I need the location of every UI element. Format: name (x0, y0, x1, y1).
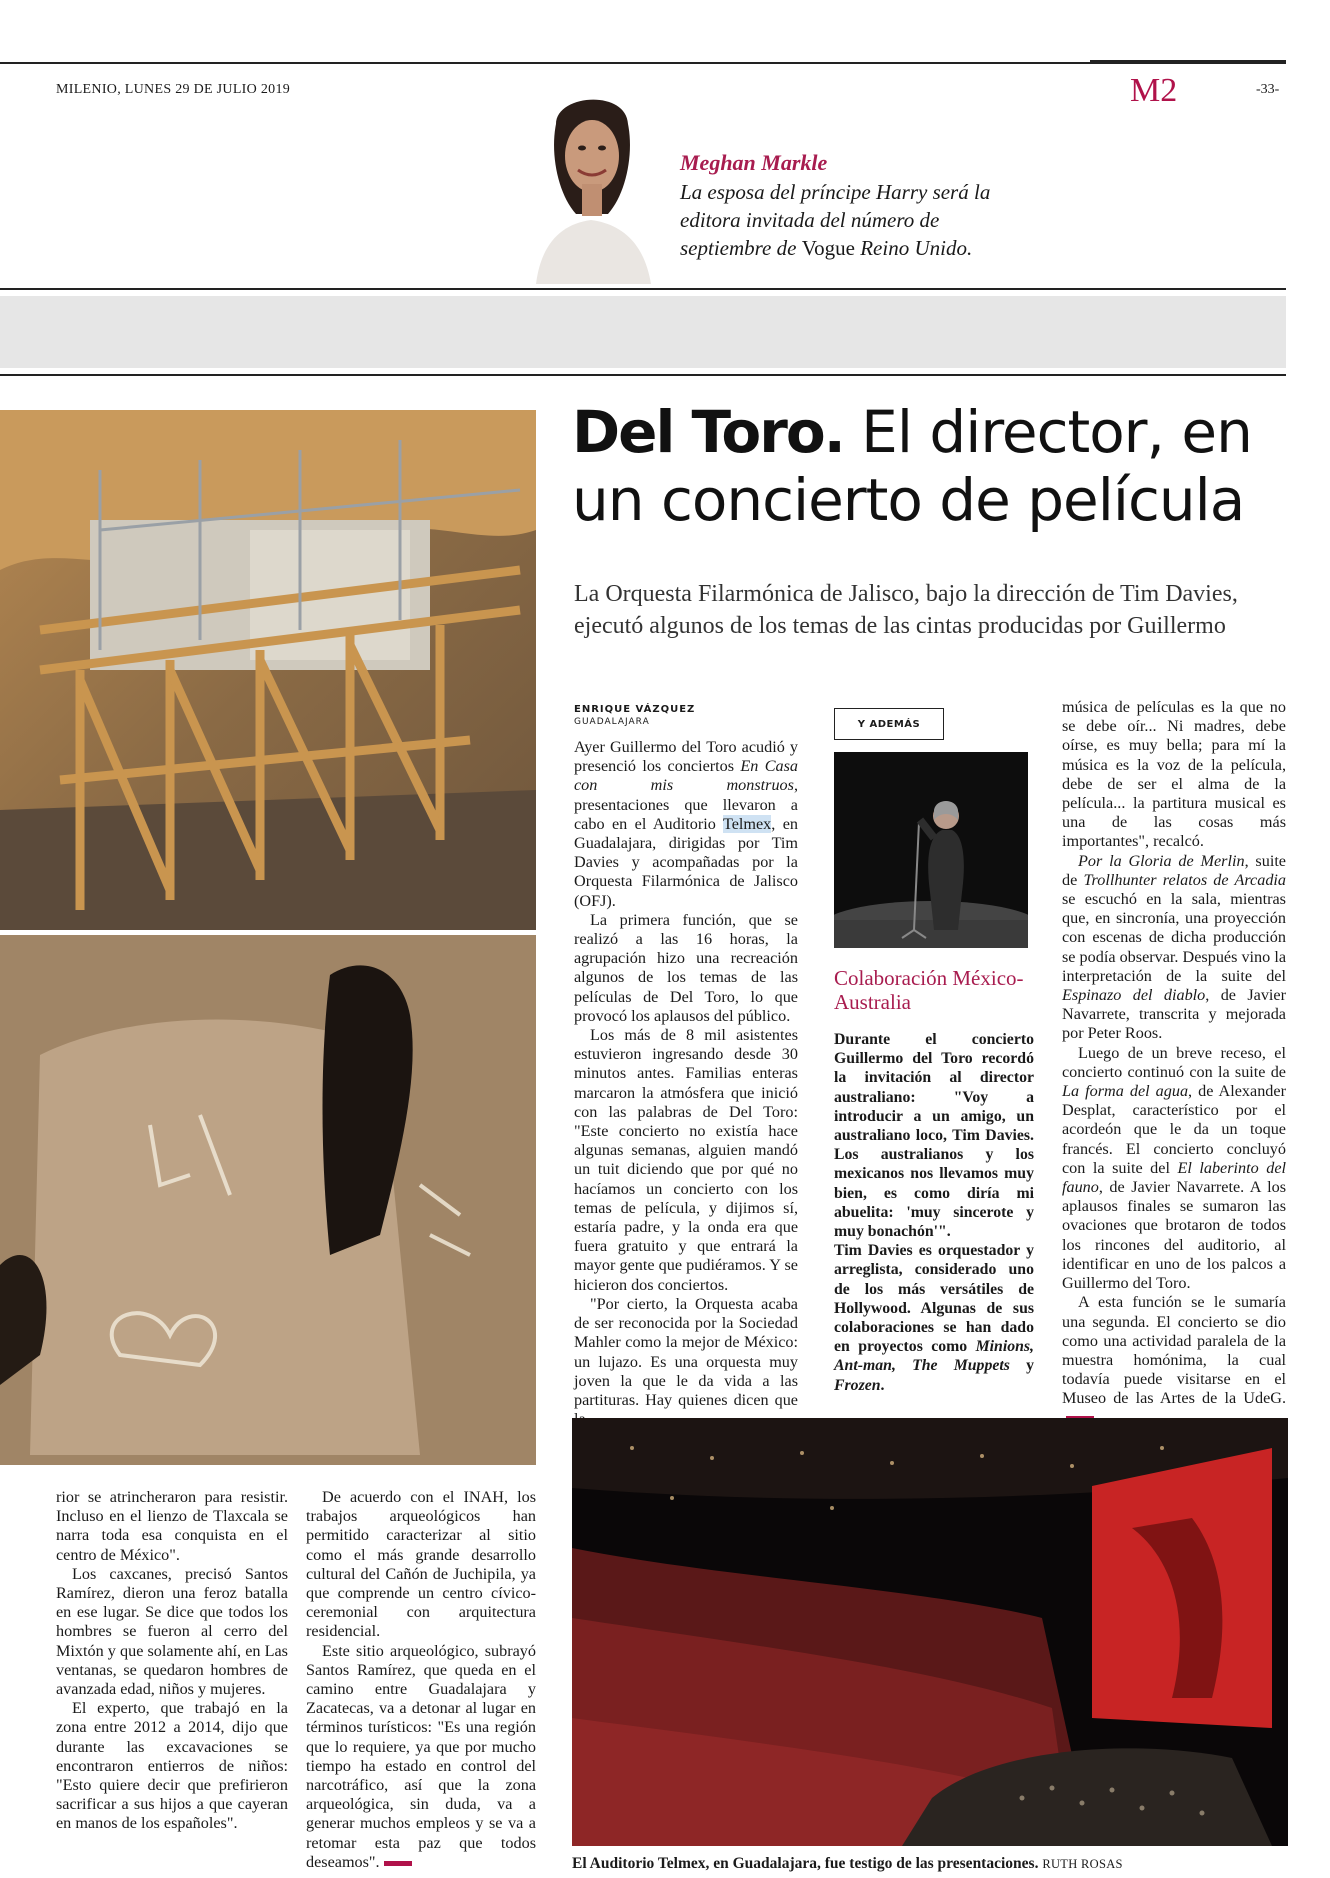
ad-band (0, 296, 1286, 368)
promo-name: Meghan Markle (680, 150, 828, 175)
promo-text: La esposa del príncipe Harry será la editora invitada del número de septiembre de Vogue Reino Unido. (680, 180, 991, 260)
paragraph: Este sitio arqueológico, subrayó Santos Ramírez, que queda en el camino entre Guadalajara y Zacatecas, va a detonar al lugar en términos turísticos: "Es una región que lo requiere, ya que por mucho tiempo ha estado en control del narcotráfico, así que la zona arqueológica, sin duda, va a generar muchos empleos y se va a retomar esta paz que todos deseamos". (306, 1641, 536, 1871)
paragraph: El experto, que trabajó en la zona entre 2012 a 2014, dijo que durante las excavaciones se encontraron entierros de niños: "Esto quiere decir que prefirieron sacrificar a sus hijos a que cayeran en manos de los españoles". (56, 1699, 288, 1833)
sidebar-paragraph: Tim Davies es orquestador y arreglista, considerado uno de los más versátiles de Hollywood. Algunas de sus colaboraciones se han dado en proyectos como Minions, Ant-man, The Muppets y Frozen. (834, 1242, 1034, 1394)
auditorium-photo (572, 1418, 1288, 1846)
paragraph: "Por cierto, la Orquesta acaba de ser reconocida por la Sociedad Mahler como la mejor de México: un lujazo. Es una orquesta muy joven la que le da vida a las partituras. Hay quienes dicen que (574, 1294, 798, 1409)
article-column-1 (574, 738, 798, 1429)
paragraph: Por la Gloria de Merlin, suite de Trollhunter relatos de Arcadia se escuchó en la sala, mientras que, en sincronía, una proyección con escenas de dicha producción se podía observar. Después vino la interpretación de la suite del Espinazo del diablo, de Javier Navarrete, transcrita y mejorada por Peter Roos. (1062, 851, 1287, 1043)
paragraph: rior se atrincheraron para resistir. Incluso en el lienzo de Tlaxcala se narra toda esa conquista en el centro de México". (56, 1488, 288, 1564)
paragraph: Ayer Guillermo del Toro acudió y presenció los conciertos En Casa con mis monstruos, presentaciones que llevaron a cabo en el Auditorio Telmex, en Guadalajara, dirigidas por Tim Davies y acompañadas por la Orquesta Filarmónica de Jalisco (OFJ). (574, 738, 799, 910)
section-label: M2 (1130, 72, 1178, 109)
paragraph: música de películas es la que no se debe oír... Ni madres, debe oírse, es muy bella; para mí la música es la voz de la película, debe de ser el alma de la película... la partitura musical es una de las cosas más importantes", recalcó. (1062, 698, 1286, 851)
sidebar-text (834, 1030, 1034, 1395)
other-story-column-2 (306, 1488, 536, 1872)
dateline: GUADALAJARA (574, 717, 650, 727)
article-top-rule (0, 374, 1286, 376)
paragraph: La primera función, que se realizó a las 16 horas, la agrupación hizo una recreación algunos de los temas de las películas de Del Toro, lo que provocó los aplausos del público. (574, 910, 798, 1025)
paragraph: Los más de 8 mil asistentes estuvieron ingresando desde 30 minutos antes. Familias enteras marcaron la atmósfera que inició con las palabras de Del Toro: "Este concierto no existía hace algunas semanas, alguien mandó un tuit diciendo que por qué no hacíamos un concierto con los temas de película, y dijimos sí, estaría padre, y la onda era que fuera gratuito y que entrará la mayor gente que pudiéramos. Y se hicieron dos conciertos. (574, 1026, 798, 1294)
archaeology-photo-top (0, 410, 536, 930)
photo-caption: El Auditorio Telmex, en Guadalajara, fue testigo de las presentaciones. RUTH ROSAS (572, 1855, 1123, 1872)
photo-credit: RUTH ROSAS (1042, 1857, 1123, 1871)
paragraph: Luego de un breve receso, el concierto continuó con la suite de La forma del agua, de Alexander Desplat, característico por el acordeón que le da un toque francés. El concierto concluyó con la suite del El laberinto del fauno, de Javier Navarrete. A los aplausos finales se sumaron las ovaciones que brotaron de todos los rincones del auditorio, al identificar en uno de los palcos a Guillermo del Toro. (1062, 1043, 1287, 1293)
paragraph: Los caxcanes, precisó Santos Ramírez, dieron una feroz batalla en ese lugar. Se dice que todos los hombres se fueron al cerro del Mixtón y que solamente ahí, en Las ventanas, se quedaron hombres de avanzada edad, niños y mujeres. (56, 1564, 288, 1699)
deck: La Orquesta Filarmónica de Jalisco, bajo la dirección de Tim Davies, ejecutó algunos de los temas de las cintas producidas por Guillermo (574, 581, 1238, 639)
edition-date: MILENIO, LUNES 29 DE JULIO 2019 (56, 82, 291, 97)
section-rule (1090, 60, 1286, 64)
sidebar-photo (834, 752, 1028, 948)
sidebar-title: Colaboración México-Australia (834, 966, 1024, 1014)
paragraph: A esta función se le sumaría una segunda. El concierto se dio como una actividad paralela de la muestra homónima, la cual todavía puede visitarse en el Museo de las Artes de la UdeG. (1062, 1293, 1286, 1427)
page-number: -33- (1256, 82, 1280, 97)
headline: Del Toro. El director, en un concierto de película (572, 398, 1252, 534)
sidebar-paragraph: Durante el concierto Guillermo del Toro recordó la invitación al director australiano: "Voy a introducir a un amigo, un australiano loco, Tim Davies. Los australianos y los mexicanos nos llevamos muy bien, es como diría mi abuelita: 'muy sincerote y muy bonachón'". (834, 1031, 1034, 1241)
sidebar-label: Y ADEMÁS (834, 708, 944, 740)
end-mark (384, 1861, 412, 1866)
byline: ENRIQUE VÁZQUEZ (574, 704, 696, 715)
article-column-3 (1062, 698, 1286, 1428)
promo-portrait (516, 84, 666, 284)
other-story-column-1 (56, 1488, 288, 1834)
paragraph: De acuerdo con el INAH, los trabajos arqueológicos han permitido caracterizar al sitio como el más grande desarrollo cultural del Cañón de Juchipila, ya que comprende un centro cívico-ceremonial con arquitectura residencial. (306, 1488, 536, 1641)
archaeology-photo-bottom (0, 935, 536, 1465)
promo-bottom-rule (0, 288, 1286, 290)
